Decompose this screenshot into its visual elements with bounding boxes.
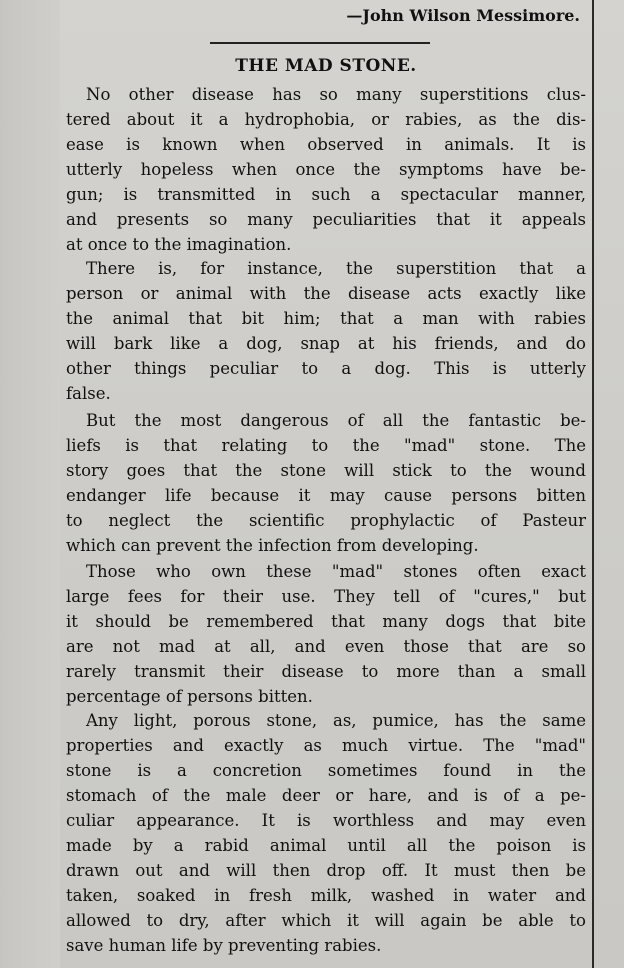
text-line: person or animal with the disease acts exactly like bbox=[66, 284, 586, 303]
text-line: to neglect the scientific prophylactic of Pasteur bbox=[66, 511, 586, 530]
text-line: endanger life because it may cause persons bitten bbox=[66, 486, 586, 505]
text-line: stomach of the male deer or hare, and is of a pe- bbox=[66, 786, 586, 805]
text-line: false. bbox=[66, 384, 111, 403]
text-line: liefs is that relating to the "mad" stone. The bbox=[66, 436, 586, 455]
previous-article-attribution: —John Wilson Messimore. bbox=[346, 6, 580, 25]
text-line: utterly hopeless when once the symptoms have be- bbox=[66, 160, 586, 179]
column-divider bbox=[592, 0, 594, 968]
article-paragraph-2 bbox=[66, 256, 586, 406]
article-headline: THE MAD STONE. bbox=[235, 56, 417, 76]
article-paragraph-5 bbox=[66, 708, 586, 958]
text-line: will bark like a dog, snap at his friends, and do bbox=[66, 334, 586, 353]
text-line: There is, for instance, the superstition that a bbox=[86, 259, 586, 278]
text-line: But the most dangerous of all the fantastic be- bbox=[86, 411, 586, 430]
text-line: culiar appearance. It is worthless and may even bbox=[66, 811, 586, 830]
text-line: gun; is transmitted in such a spectacular manner, bbox=[66, 185, 586, 204]
article-paragraph-3 bbox=[66, 408, 586, 558]
text-line: made by a rabid animal until all the poison is bbox=[66, 836, 586, 855]
text-line: the animal that bit him; that a man with rabies bbox=[66, 309, 586, 328]
text-line: Those who own these "mad" stones often exact bbox=[86, 562, 586, 581]
text-line: save human life by preventing rabies. bbox=[66, 936, 382, 955]
article-paragraph-4 bbox=[66, 559, 586, 709]
text-line: stone is a concretion sometimes found in the bbox=[66, 761, 586, 780]
text-line: at once to the imagination. bbox=[66, 235, 292, 254]
headline-rule bbox=[210, 42, 430, 44]
text-line: Any light, porous stone, as, pumice, has the same bbox=[86, 711, 586, 730]
text-line: percentage of persons bitten. bbox=[66, 687, 313, 706]
text-line: and presents so many peculiarities that it appeals bbox=[66, 210, 586, 229]
article-paragraph-1 bbox=[66, 82, 586, 257]
text-line: rarely transmit their disease to more than a small bbox=[66, 662, 586, 681]
text-line: taken, soaked in fresh milk, washed in water and bbox=[66, 886, 586, 905]
text-line: are not mad at all, and even those that are so bbox=[66, 637, 586, 656]
text-line: allowed to dry, after which it will again be able to bbox=[66, 911, 586, 930]
text-line: it should be remembered that many dogs that bite bbox=[66, 612, 586, 631]
text-line: story goes that the stone will stick to the wound bbox=[66, 461, 586, 480]
text-line: ease is known when observed in animals. It is bbox=[66, 135, 586, 154]
text-line: drawn out and will then drop off. It must then be bbox=[66, 861, 586, 880]
text-line: large fees for their use. They tell of "cures," but bbox=[66, 587, 586, 606]
text-line: tered about it a hydrophobia, or rabies, as the dis- bbox=[66, 110, 586, 129]
text-line: No other disease has so many superstitions clus- bbox=[86, 85, 586, 104]
text-line: which can prevent the infection from developing. bbox=[66, 536, 479, 555]
page-margin bbox=[0, 0, 60, 968]
text-line: other things peculiar to a dog. This is utterly bbox=[66, 359, 586, 378]
text-line: properties and exactly as much virtue. The "mad" bbox=[66, 736, 586, 755]
